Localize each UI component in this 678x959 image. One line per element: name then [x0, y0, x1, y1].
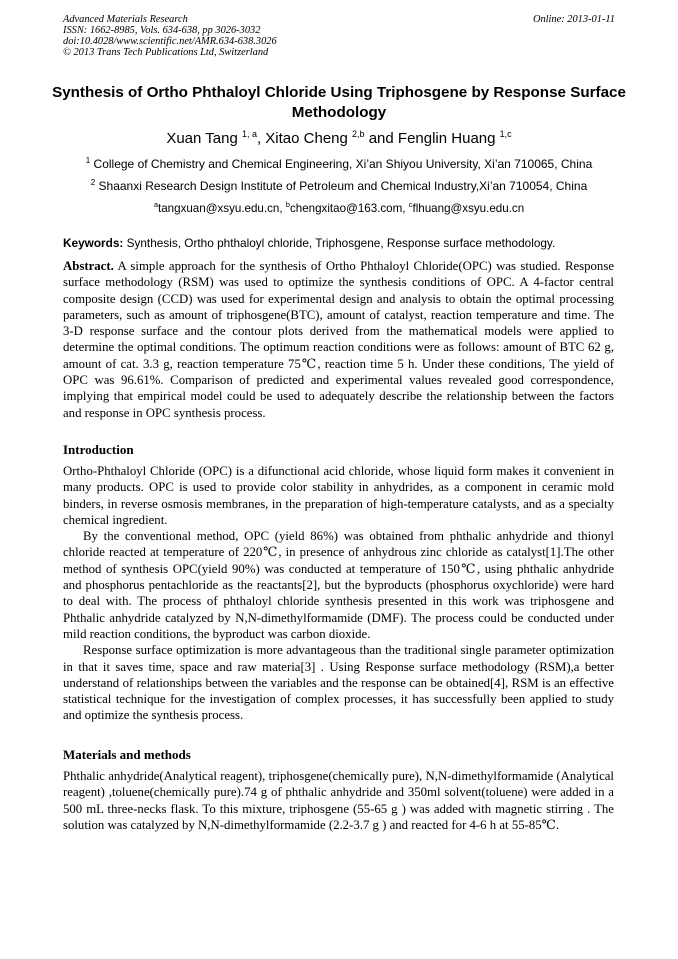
author-sup: 1,c — [499, 129, 512, 139]
doi-line: doi:10.4028/www.scientific.net/AMR.634-638.3026 — [63, 36, 277, 47]
online-date: Online: 2013-01-11 — [532, 14, 615, 25]
affiliation-1 — [40, 156, 638, 171]
author-name: , Xitao Cheng — [256, 130, 353, 147]
author-sup: 1, a — [241, 129, 257, 139]
email-address: tangxuan@xsyu.edu.cn, — [158, 201, 286, 215]
section-heading-methods: Materials and methods — [63, 747, 191, 762]
email-sup: b — [285, 200, 290, 209]
journal-name: Advanced Materials Research — [63, 14, 188, 25]
paragraph: Response surface optimization is more advantageous than the traditional single parameter optimization in that it saves time, space and raw materia[3] . Using Response surface methodology (RSM),a better understand of relationships between the variables and the response can be obtained[4], RSM is an effective statistical technique for the investigation of complex processes, it has successfully been applied to study and optimize the synthesis process. — [63, 643, 614, 723]
affiliation-text: College of Chemistry and Chemical Engineering, Xi’an Shiyou University, Xi’an 710065, China — [90, 157, 593, 171]
keywords — [63, 236, 616, 250]
issn-line: ISSN: 1662-8985, Vols. 634-638, pp 3026-3032 — [63, 25, 261, 36]
abstract-label: Abstract. — [63, 259, 114, 273]
keywords-text: Synthesis, Ortho phthaloyl chloride, Triphosgene, Response surface methodology. — [123, 236, 556, 250]
paper-title: Synthesis of Ortho Phthaloyl Chloride Using Triphosgene by Response Surface Methodology — [52, 84, 626, 121]
author-name: and Fenglin Huang — [364, 130, 500, 147]
methods-body — [63, 768, 614, 833]
keywords-label: Keywords: — [63, 236, 124, 250]
copyright-line: © 2013 Trans Tech Publications Ltd, Switzerland — [63, 47, 269, 58]
affiliation-2 — [40, 178, 638, 193]
paragraph: Phthalic anhydride(Analytical reagent), triphosgene(chemically pure), N,N-dimethylformamide (Analytical reagent) ,toluene(chemically pure).74 g of phthalic anhydride and 350ml solvent(toluene) were added in a 500 mL three-necks flask. To this mixture, triphosgene (55-65 g ) was added with magnetic stirring . The solution was catalyzed by N,N-dimethylformamide (2.2-3.7 g ) and reacted for 4-6 h at 55-85℃. — [63, 769, 614, 832]
paragraph: Ortho-Phthaloyl Chloride (OPC) is a difunctional acid chloride, whose liquid form makes it convenient in many products. OPC is used to provide color stability in anhydrides, as a component in ceramic mold binders, in reverse osmosis membranes, in the preparation of high-temperature catalysts, and as a specialty chemical ingredient. — [63, 464, 614, 527]
email-line — [40, 200, 638, 215]
affiliation-sup: 2 — [90, 178, 96, 187]
journal-header — [63, 14, 277, 58]
email-address: chengxitao@163.com, — [289, 201, 409, 215]
abstract — [63, 258, 614, 421]
author-list — [40, 129, 638, 147]
affiliation-sup: 1 — [85, 156, 91, 165]
abstract-text: A simple approach for the synthesis of Ortho Phthaloyl Chloride(OPC) was studied. Response surface methodology (RSM) was used to optimize the synthesis conditions of OPC. A 4-factor central composite design (CCD) was used for experimental design and analysis to obtain the optimal processing parameters, such as amount of triphosgene(BTC), amount of catalyst, reaction temperature and time. The 3-D response surface and the contour plots derived from the mathematical models were applied to determine the optimal conditions. The optimum reaction conditions were as follows: amount of BTC 62 g, amount of cat. 3.3 g, reaction temperature 75℃, reaction time 5 h. Under these conditions, The yield of OPC was 96.61%. Comparison of predicted and experimental values revealed good correspondence, implying that empirical model could be used to adequately describe the relationship between the factors and response in OPC synthesis process. — [63, 259, 614, 420]
affiliation-text: Shaanxi Research Design Institute of Petroleum and Chemical Industry,Xi’an 710054, China — [95, 179, 588, 193]
introduction-body — [63, 463, 614, 724]
email-sup: c — [408, 200, 413, 209]
author-sup: 2,b — [352, 129, 365, 139]
email-sup: a — [153, 200, 158, 209]
paragraph: By the conventional method, OPC (yield 86%) was obtained from phthalic anhydride and thionyl chloride reacted at temperature of 220℃, in presence of anhydrous zinc chloride as catalyst[1].The other method of synthesis OPC(yield 90%) was conducted at temperature of 150℃, using phthalic anhydride and phosphorus pentachloride as the reactants[2], but the byproducts (phosphorus oxychloride) were hard to deal with. The process of phthaloyl chloride synthesis presented in this work was triphosgene and Phthalic anhydride catalyzed by N,N-dimethylformamide (DMF). The process could be conducted under mild reaction conditions, the byproduct was carbon dioxide. — [63, 529, 614, 641]
email-address: flhuang@xsyu.edu.cn — [412, 201, 525, 215]
section-heading-introduction: Introduction — [63, 442, 134, 457]
author-name: Xuan Tang — [166, 130, 242, 147]
